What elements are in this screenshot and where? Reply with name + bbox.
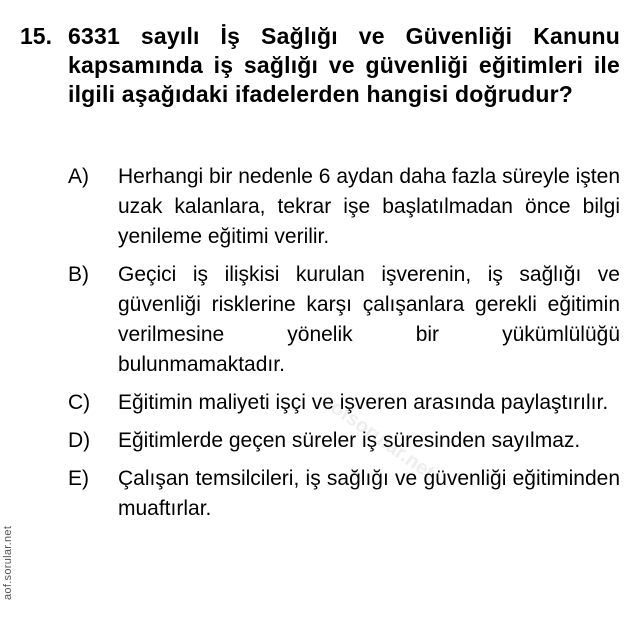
question-text: 6331 sayılı İş Sağlığı ve Güvenliği Kanunu kapsamında iş sağlığı ve güvenliği eğitimleri ile ilgili aşağıdaki ifadelerden hangisi doğrudur? xyxy=(68,23,620,107)
option-text: Eğitimin maliyeti işçi ve işveren arasında paylaştırılır. xyxy=(118,391,609,414)
question-row xyxy=(20,22,620,109)
option-text: Geçici iş ilişkisi kurulan işverenin, iş sağlığı ve güvenliği risklerine karşı çalışanlara gerekli eğitimin verilmesine yönelik bir yükümlülüğü bulunmamaktadır. xyxy=(118,263,620,376)
question-block xyxy=(20,22,620,109)
option-b[interactable] xyxy=(68,260,620,380)
diagonal-watermark: aofsorular.net xyxy=(317,390,439,484)
option-text: Herhangi bir nedenle 6 aydan daha fazla süreyle işten uzak kalanlara, tekrar işe başlatılmadan önce bilgi yenileme eğitimi verilir. xyxy=(118,165,621,248)
side-watermark: aof.sorular.net xyxy=(2,525,14,600)
option-letter: B) xyxy=(68,263,89,286)
option-text: Eğitimlerde geçen süreler iş süresinden sayılmaz. xyxy=(118,429,581,452)
option-letter: D) xyxy=(68,429,91,452)
option-e[interactable] xyxy=(68,464,620,524)
option-d[interactable] xyxy=(68,426,620,456)
option-letter: E) xyxy=(68,467,89,490)
options-list xyxy=(68,162,620,532)
question-number: 15. xyxy=(20,23,52,49)
option-a[interactable] xyxy=(68,162,620,252)
option-text: Çalışan temsilcileri, iş sağlığı ve güvenliği eğitiminden muaftırlar. xyxy=(118,467,620,520)
option-letter: C) xyxy=(68,391,91,414)
option-letter: A) xyxy=(68,165,89,188)
